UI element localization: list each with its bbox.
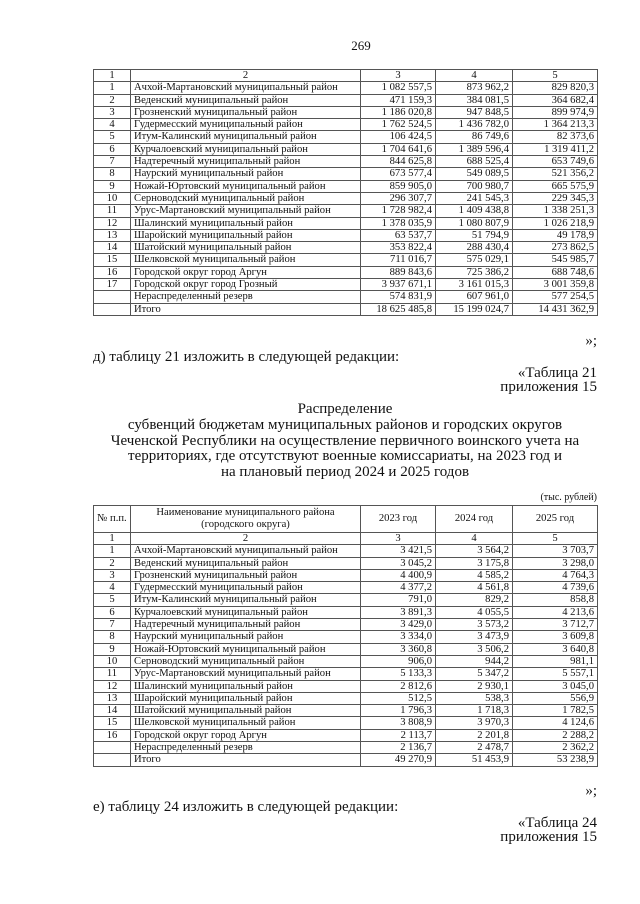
table-row bbox=[94, 131, 598, 143]
value-col5: 4 124,6 bbox=[513, 717, 598, 729]
district-name: Серноводский муниципальный район bbox=[131, 655, 361, 667]
district-name: Итого bbox=[131, 754, 361, 766]
value-col3: 3 045,2 bbox=[361, 557, 436, 569]
column-number: 4 bbox=[436, 70, 513, 82]
column-number: 2 bbox=[131, 533, 361, 545]
table-row bbox=[94, 279, 598, 291]
column-number: 5 bbox=[513, 533, 598, 545]
table-title bbox=[93, 402, 597, 481]
value-col5: 49 178,9 bbox=[513, 229, 598, 241]
table-row bbox=[94, 106, 598, 118]
row-number: 2 bbox=[94, 94, 131, 106]
value-col5: 3 640,8 bbox=[513, 643, 598, 655]
table-row bbox=[94, 668, 598, 680]
table-row bbox=[94, 217, 598, 229]
table-row bbox=[94, 717, 598, 729]
row-number: 2 bbox=[94, 557, 131, 569]
row-number: 12 bbox=[94, 217, 131, 229]
column-number: 3 bbox=[361, 533, 436, 545]
value-col3: 296 307,7 bbox=[361, 192, 436, 204]
value-col5: 53 238,9 bbox=[513, 754, 598, 766]
column-header: № п.п. bbox=[94, 506, 131, 533]
title-line: на плановый период 2024 и 2025 годов bbox=[220, 464, 470, 481]
district-name: Гудермесский муниципальный район bbox=[131, 582, 361, 594]
row-number: 10 bbox=[94, 192, 131, 204]
table-21-label: «Таблица 21 bbox=[517, 365, 597, 381]
row-number: 3 bbox=[94, 106, 131, 118]
table-row bbox=[94, 545, 598, 557]
value-col3: 2 136,7 bbox=[361, 742, 436, 754]
value-col3: 3 429,0 bbox=[361, 619, 436, 631]
district-name: Наурский муниципальный район bbox=[131, 631, 361, 643]
value-col5: 82 373,6 bbox=[513, 131, 598, 143]
row-number: 15 bbox=[94, 717, 131, 729]
table-row bbox=[94, 229, 598, 241]
value-col4: 829,2 bbox=[436, 594, 513, 606]
value-col4: 549 089,5 bbox=[436, 168, 513, 180]
value-col4: 607 961,0 bbox=[436, 291, 513, 303]
row-number: 8 bbox=[94, 631, 131, 643]
title-line: территориях, где отсутствуют военные комиссариаты, на 2023 год и bbox=[128, 448, 562, 465]
district-name: Городской округ город Аргун bbox=[131, 729, 361, 741]
district-name: Нераспределенный резерв bbox=[131, 742, 361, 754]
value-col4: 1 436 782,0 bbox=[436, 119, 513, 131]
value-col3: 3 891,3 bbox=[361, 606, 436, 618]
district-name: Гудермесский муниципальный район bbox=[131, 119, 361, 131]
value-col5: 899 974,9 bbox=[513, 106, 598, 118]
value-col3: 889 843,6 bbox=[361, 266, 436, 278]
table-21 bbox=[93, 505, 598, 767]
row-number: 4 bbox=[94, 119, 131, 131]
value-col5: 4 764,3 bbox=[513, 569, 598, 581]
table-row bbox=[94, 94, 598, 106]
value-col4: 288 430,4 bbox=[436, 242, 513, 254]
column-number: 2 bbox=[131, 70, 361, 82]
district-name: Итого bbox=[131, 303, 361, 315]
table-row bbox=[94, 557, 598, 569]
value-col4: 688 525,4 bbox=[436, 156, 513, 168]
district-name: Веденский муниципальный район bbox=[131, 557, 361, 569]
title-line: Распределение bbox=[297, 401, 393, 417]
value-col5: 1 319 411,2 bbox=[513, 143, 598, 155]
value-col3: 106 424,5 bbox=[361, 131, 436, 143]
district-name: Шаройский муниципальный район bbox=[131, 692, 361, 704]
value-col3: 844 625,8 bbox=[361, 156, 436, 168]
value-col3: 3 334,0 bbox=[361, 631, 436, 643]
value-col4: 1 718,3 bbox=[436, 705, 513, 717]
table-row bbox=[94, 156, 598, 168]
value-col4: 384 081,5 bbox=[436, 94, 513, 106]
value-col4: 3 506,2 bbox=[436, 643, 513, 655]
value-col3: 1 378 035,9 bbox=[361, 217, 436, 229]
value-col4: 2 201,8 bbox=[436, 729, 513, 741]
value-col5: 229 345,3 bbox=[513, 192, 598, 204]
table-row bbox=[94, 594, 598, 606]
row-number bbox=[94, 303, 131, 315]
district-name: Итум-Калинский муниципальный район bbox=[131, 131, 361, 143]
row-number: 13 bbox=[94, 692, 131, 704]
value-col4: 86 749,6 bbox=[436, 131, 513, 143]
table-row bbox=[94, 303, 598, 315]
district-name: Ачхой-Мартановский муниципальный район bbox=[131, 82, 361, 94]
row-number: 1 bbox=[94, 545, 131, 557]
value-col5: 273 862,5 bbox=[513, 242, 598, 254]
row-number: 6 bbox=[94, 143, 131, 155]
value-col5: 14 431 362,9 bbox=[513, 303, 598, 315]
value-col5: 3 609,8 bbox=[513, 631, 598, 643]
value-col3: 2 812,6 bbox=[361, 680, 436, 692]
value-col4: 944,2 bbox=[436, 655, 513, 667]
row-number: 12 bbox=[94, 680, 131, 692]
value-col5: 981,1 bbox=[513, 655, 598, 667]
row-number: 16 bbox=[94, 266, 131, 278]
table-row bbox=[94, 705, 598, 717]
closing-quote: »; bbox=[585, 333, 597, 349]
column-number: 1 bbox=[94, 70, 131, 82]
row-number: 4 bbox=[94, 582, 131, 594]
value-col4: 3 564,2 bbox=[436, 545, 513, 557]
district-name: Курчалоевский муниципальный район bbox=[131, 606, 361, 618]
district-name: Городской округ город Аргун bbox=[131, 266, 361, 278]
value-col4: 3 161 015,3 bbox=[436, 279, 513, 291]
table-row bbox=[94, 742, 598, 754]
district-name: Урус-Мартановский муниципальный район bbox=[131, 205, 361, 217]
value-col3: 574 831,9 bbox=[361, 291, 436, 303]
table-row bbox=[94, 619, 598, 631]
table-row bbox=[94, 180, 598, 192]
table-row bbox=[94, 266, 598, 278]
row-number: 3 bbox=[94, 569, 131, 581]
district-name: Шалинский муниципальный район bbox=[131, 680, 361, 692]
row-number: 5 bbox=[94, 594, 131, 606]
table-row bbox=[94, 569, 598, 581]
value-col4: 725 386,2 bbox=[436, 266, 513, 278]
row-number: 1 bbox=[94, 82, 131, 94]
value-col4: 2 930,1 bbox=[436, 680, 513, 692]
value-col3: 4 377,2 bbox=[361, 582, 436, 594]
value-col4: 947 848,5 bbox=[436, 106, 513, 118]
row-number bbox=[94, 291, 131, 303]
row-number: 9 bbox=[94, 180, 131, 192]
district-name: Грозненский муниципальный район bbox=[131, 569, 361, 581]
row-number: 11 bbox=[94, 668, 131, 680]
value-col3: 906,0 bbox=[361, 655, 436, 667]
title-line: субвенций бюджетам муниципальных районов и городских округов bbox=[127, 416, 563, 433]
value-col3: 1 704 641,6 bbox=[361, 143, 436, 155]
value-col4: 575 029,1 bbox=[436, 254, 513, 266]
district-name: Курчалоевский муниципальный район bbox=[131, 143, 361, 155]
value-col3: 673 577,4 bbox=[361, 168, 436, 180]
table-row bbox=[94, 205, 598, 217]
value-col5: 858,8 bbox=[513, 594, 598, 606]
table-row bbox=[94, 143, 598, 155]
table-row bbox=[94, 606, 598, 618]
table-row bbox=[94, 643, 598, 655]
title-line: Чеченской Республики на осуществление первичного воинского учета на bbox=[110, 432, 580, 449]
value-col5: 1 338 251,3 bbox=[513, 205, 598, 217]
value-col5: 521 356,2 bbox=[513, 168, 598, 180]
value-col3: 1 186 020,8 bbox=[361, 106, 436, 118]
row-number: 14 bbox=[94, 705, 131, 717]
value-col5: 2 362,2 bbox=[513, 742, 598, 754]
district-name: Городской округ город Грозный bbox=[131, 279, 361, 291]
value-col5: 2 288,2 bbox=[513, 729, 598, 741]
paragraph-d: д) таблицу 21 изложить в следующей редакции: bbox=[93, 349, 400, 365]
district-name: Шалинский муниципальный район bbox=[131, 217, 361, 229]
table-row bbox=[94, 291, 598, 303]
table-row bbox=[94, 631, 598, 643]
row-number: 5 bbox=[94, 131, 131, 143]
row-number: 6 bbox=[94, 606, 131, 618]
district-name: Итум-Калинский муниципальный район bbox=[131, 594, 361, 606]
row-number: 7 bbox=[94, 156, 131, 168]
district-name: Надтеречный муниципальный район bbox=[131, 619, 361, 631]
table-row bbox=[94, 242, 598, 254]
table-row bbox=[94, 754, 598, 766]
table-row bbox=[94, 655, 598, 667]
value-col5: 5 557,1 bbox=[513, 668, 598, 680]
value-col3: 353 822,4 bbox=[361, 242, 436, 254]
district-name: Шатойский муниципальный район bbox=[131, 705, 361, 717]
table-row bbox=[94, 119, 598, 131]
district-name: Серноводский муниципальный район bbox=[131, 192, 361, 204]
value-col5: 364 682,4 bbox=[513, 94, 598, 106]
value-col3: 3 421,5 bbox=[361, 545, 436, 557]
value-col4: 4 585,2 bbox=[436, 569, 513, 581]
district-name: Шелковской муниципальный район bbox=[131, 254, 361, 266]
district-name: Шатойский муниципальный район bbox=[131, 242, 361, 254]
value-col4: 4 561,8 bbox=[436, 582, 513, 594]
value-col5: 1 026 218,9 bbox=[513, 217, 598, 229]
value-col5: 577 254,5 bbox=[513, 291, 598, 303]
value-col3: 512,5 bbox=[361, 692, 436, 704]
page-number: 269 bbox=[351, 38, 371, 53]
column-header: 2024 год bbox=[436, 506, 513, 533]
district-name: Наурский муниципальный район bbox=[131, 168, 361, 180]
column-number: 4 bbox=[436, 533, 513, 545]
table-row bbox=[94, 692, 598, 704]
value-col3: 18 625 485,8 bbox=[361, 303, 436, 315]
closing-quote: »; bbox=[585, 783, 597, 799]
value-col4: 1 080 807,9 bbox=[436, 217, 513, 229]
value-col4: 51 794,9 bbox=[436, 229, 513, 241]
row-number: 10 bbox=[94, 655, 131, 667]
column-number: 5 bbox=[513, 70, 598, 82]
district-name: Шелковской муниципальный район bbox=[131, 717, 361, 729]
value-col5: 3 298,0 bbox=[513, 557, 598, 569]
value-col5: 688 748,6 bbox=[513, 266, 598, 278]
table-row bbox=[94, 254, 598, 266]
value-col4: 1 389 596,4 bbox=[436, 143, 513, 155]
district-name: Ножай-Юртовский муниципальный район bbox=[131, 643, 361, 655]
value-col4: 1 409 438,8 bbox=[436, 205, 513, 217]
value-col5: 653 749,6 bbox=[513, 156, 598, 168]
column-header: Наименование муниципального района (городского округа) bbox=[131, 506, 361, 533]
row-number bbox=[94, 742, 131, 754]
table-row bbox=[94, 680, 598, 692]
column-number: 1 bbox=[94, 533, 131, 545]
paragraph-e: е) таблицу 24 изложить в следующей редакции: bbox=[93, 799, 399, 815]
value-col3: 791,0 bbox=[361, 594, 436, 606]
value-col4: 4 055,5 bbox=[436, 606, 513, 618]
table-row bbox=[94, 168, 598, 180]
value-col5: 4 739,6 bbox=[513, 582, 598, 594]
table-20 bbox=[93, 69, 598, 316]
row-number: 17 bbox=[94, 279, 131, 291]
value-col4: 3 970,3 bbox=[436, 717, 513, 729]
units-label: (тыс. рублей) bbox=[540, 492, 597, 503]
value-col4: 873 962,2 bbox=[436, 82, 513, 94]
value-col4: 15 199 024,7 bbox=[436, 303, 513, 315]
column-number-row bbox=[94, 533, 598, 545]
table-row bbox=[94, 192, 598, 204]
value-col4: 3 175,8 bbox=[436, 557, 513, 569]
value-col4: 5 347,2 bbox=[436, 668, 513, 680]
table-row bbox=[94, 82, 598, 94]
row-number: 14 bbox=[94, 242, 131, 254]
appendix-15-label: приложения 15 bbox=[500, 829, 597, 845]
value-col5: 4 213,6 bbox=[513, 606, 598, 618]
value-col3: 1 762 524,5 bbox=[361, 119, 436, 131]
value-col4: 3 573,2 bbox=[436, 619, 513, 631]
table-24-label: «Таблица 24 bbox=[517, 815, 597, 831]
value-col3: 859 905,0 bbox=[361, 180, 436, 192]
value-col3: 63 537,7 bbox=[361, 229, 436, 241]
value-col3: 471 159,3 bbox=[361, 94, 436, 106]
row-number: 11 bbox=[94, 205, 131, 217]
value-col3: 2 113,7 bbox=[361, 729, 436, 741]
value-col3: 1 082 557,5 bbox=[361, 82, 436, 94]
row-number: 15 bbox=[94, 254, 131, 266]
district-name: Шаройский муниципальный район bbox=[131, 229, 361, 241]
row-number: 16 bbox=[94, 729, 131, 741]
value-col5: 556,9 bbox=[513, 692, 598, 704]
row-number: 13 bbox=[94, 229, 131, 241]
district-name: Ножай-Юртовский муниципальный район bbox=[131, 180, 361, 192]
district-name: Нераспределенный резерв bbox=[131, 291, 361, 303]
district-name: Урус-Мартановский муниципальный район bbox=[131, 668, 361, 680]
value-col4: 51 453,9 bbox=[436, 754, 513, 766]
column-header: 2025 год bbox=[513, 506, 598, 533]
value-col4: 700 980,7 bbox=[436, 180, 513, 192]
appendix-15-label: приложения 15 bbox=[500, 379, 597, 395]
value-col3: 49 270,9 bbox=[361, 754, 436, 766]
row-number: 7 bbox=[94, 619, 131, 631]
value-col3: 5 133,3 bbox=[361, 668, 436, 680]
value-col3: 3 937 671,1 bbox=[361, 279, 436, 291]
value-col5: 3 703,7 bbox=[513, 545, 598, 557]
value-col5: 829 820,3 bbox=[513, 82, 598, 94]
value-col5: 665 575,9 bbox=[513, 180, 598, 192]
value-col3: 3 808,9 bbox=[361, 717, 436, 729]
value-col3: 4 400,9 bbox=[361, 569, 436, 581]
column-number-row bbox=[94, 70, 598, 82]
row-number bbox=[94, 754, 131, 766]
value-col5: 1 364 213,3 bbox=[513, 119, 598, 131]
value-col5: 3 712,7 bbox=[513, 619, 598, 631]
district-name: Веденский муниципальный район bbox=[131, 94, 361, 106]
value-col5: 3 045,0 bbox=[513, 680, 598, 692]
value-col5: 545 985,7 bbox=[513, 254, 598, 266]
district-name: Грозненский муниципальный район bbox=[131, 106, 361, 118]
district-name: Ачхой-Мартановский муниципальный район bbox=[131, 545, 361, 557]
value-col3: 1 728 982,4 bbox=[361, 205, 436, 217]
column-number: 3 bbox=[361, 70, 436, 82]
value-col5: 3 001 359,8 bbox=[513, 279, 598, 291]
value-col4: 538,3 bbox=[436, 692, 513, 704]
value-col3: 3 360,8 bbox=[361, 643, 436, 655]
value-col3: 711 016,7 bbox=[361, 254, 436, 266]
value-col4: 241 545,3 bbox=[436, 192, 513, 204]
district-name: Надтеречный муниципальный район bbox=[131, 156, 361, 168]
table-row bbox=[94, 729, 598, 741]
header-row bbox=[94, 506, 598, 533]
value-col4: 3 473,9 bbox=[436, 631, 513, 643]
row-number: 9 bbox=[94, 643, 131, 655]
row-number: 8 bbox=[94, 168, 131, 180]
value-col3: 1 796,3 bbox=[361, 705, 436, 717]
value-col4: 2 478,7 bbox=[436, 742, 513, 754]
value-col5: 1 782,5 bbox=[513, 705, 598, 717]
table-row bbox=[94, 582, 598, 594]
column-header: 2023 год bbox=[361, 506, 436, 533]
